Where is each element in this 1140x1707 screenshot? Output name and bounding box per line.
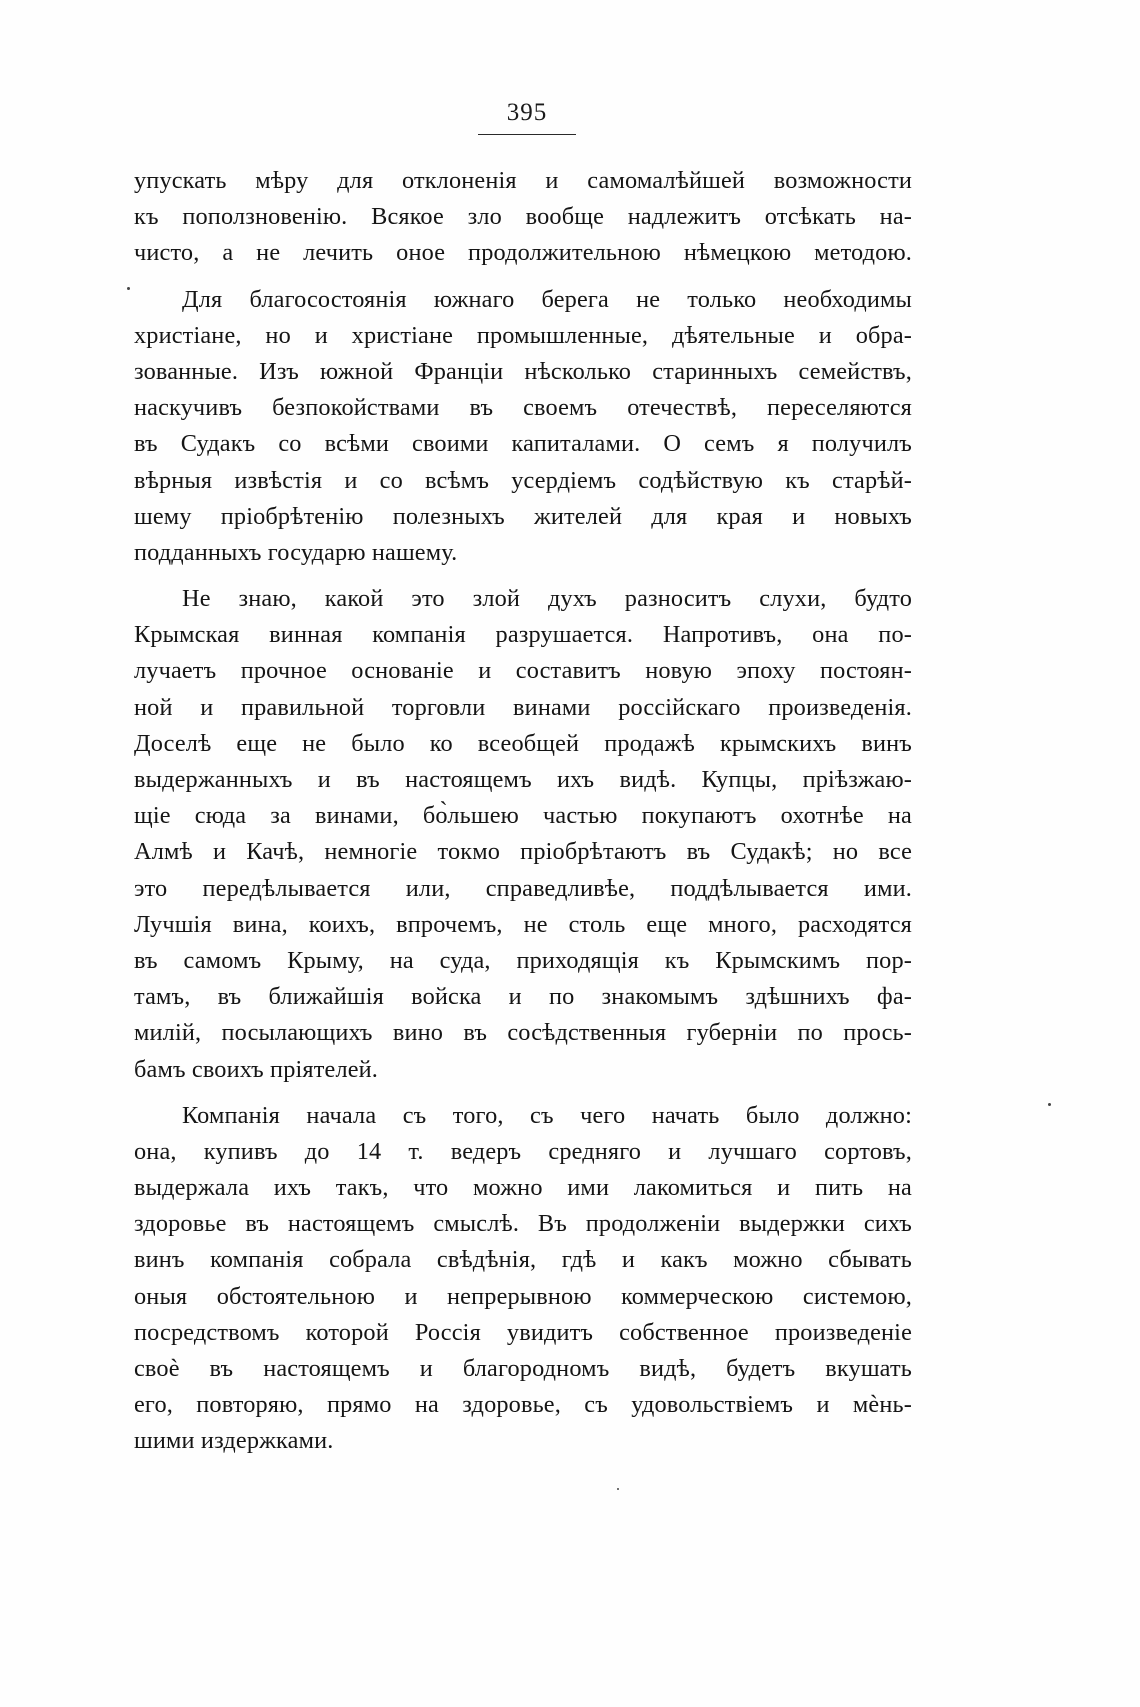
text-line: зованные. Изъ южной Франціи нѣсколько старинныхъ семействъ, [134, 357, 912, 385]
text-line: оныя обстоятельною и непрерывною коммерческою системою, [134, 1282, 912, 1310]
paragraph-1 [134, 163, 912, 272]
text-line: посредствомъ которой Россія увидитъ собственное произведеніе [134, 1318, 912, 1346]
text-line: Крымская винная компанія разрушается. Напротивъ, она по- [134, 621, 912, 649]
text-line: бамъ своихъ пріятелей. [134, 1055, 379, 1083]
text-line: здоровье въ настоящемъ смыслѣ. Въ продолженіи выдержки сихъ [134, 1210, 912, 1238]
print-speck [127, 287, 130, 290]
text-line: выдержанныхъ и въ настоящемъ ихъ видѣ. Купцы, пріѣзжаю- [134, 766, 912, 793]
text-line: ной и правильной торговли винами россійскаго произведенія. [134, 693, 912, 721]
text-line: чисто, а не лечить оное продолжительною нѣмецкою методою. [134, 239, 912, 267]
text-line: своѐ въ настоящемъ и благородномъ видѣ, будетъ вкушать [134, 1355, 912, 1382]
print-speck [1048, 1103, 1051, 1106]
text-line: Не знаю, какой это злой духъ разноситъ слухи, будто [182, 585, 912, 613]
text-line: милій, посылающихъ вино въ сосѣдственныя губерніи по прось- [134, 1019, 912, 1047]
text-line: христіане, но и христіане промышленные, дѣятельные и обра- [134, 321, 912, 349]
text-line: лучаетъ прочное основаніе и составитъ новую эпоху постоян- [134, 657, 912, 685]
page-number-rule [478, 134, 576, 135]
text-line: выдержала ихъ такъ, что можно ими лакомиться и пить на [134, 1174, 912, 1202]
text-line: наскучивъ безпокойствами въ своемъ отечествѣ, переселяются [134, 394, 912, 422]
text-line: Алмѣ и Качѣ, немногіе токмо пріобрѣтаютъ въ Судакѣ; но все [134, 838, 912, 866]
text-line: Лучшія вина, коихъ, впрочемъ, не столь еще много, расходятся [134, 910, 912, 938]
text-line: подданныхъ государю нашему. [134, 538, 458, 566]
text-line: упускать мѣру для отклоненія и самомалѣйшей возможности [134, 167, 912, 194]
page-number: 395 [506, 99, 548, 126]
text-line: винъ компанія собрала свѣдѣнія, гдѣ и какъ можно сбывать [134, 1246, 912, 1274]
body-text [134, 163, 912, 1470]
text-line: къ поползновенію. Всякое зло вообще надлежитъ отсѣкать на- [134, 203, 912, 231]
paragraph-3 [134, 581, 912, 1088]
text-line: вѣрныя извѣстія и со всѣмъ усердіемъ содѣйствую къ старѣй- [134, 466, 912, 494]
text-line: въ Судакъ со всѣми своими капиталами. О семъ я получилъ [134, 430, 912, 458]
text-line: это передѣлывается или, справедливѣе, поддѣлывается ими. [134, 874, 912, 902]
text-line: тамъ, въ ближайшія войска и по знакомымъ здѣшнихъ фа- [134, 983, 912, 1011]
text-line: щіе сюда за винами, бо̀льшею частью покупаютъ охотнѣе на [134, 802, 912, 830]
print-speck [617, 1488, 619, 1490]
text-line: въ самомъ Крыму, на суда, приходящія къ Крымскимъ пор- [134, 946, 912, 974]
text-line: Для благосостоянія южнаго берега не только необходимы [182, 285, 912, 313]
text-line: шими издержками. [134, 1427, 334, 1455]
text-line: Доселѣ еще не было ко всеобщей продажѣ крымскихъ винъ [134, 729, 912, 757]
paragraph-4 [134, 1098, 912, 1460]
text-line: шему пріобрѣтенію полезныхъ жителей для края и новыхъ [134, 502, 912, 530]
text-line: она, купивъ до 14 т. ведеръ средняго и лучшаго сортовъ, [134, 1137, 912, 1165]
text-line: его, повторяю, прямо на здоровье, съ удовольствіемъ и мѐнь- [134, 1391, 912, 1419]
paragraph-2 [134, 282, 912, 572]
text-line: Компанія начала съ того, съ чего начать было должно: [182, 1101, 912, 1129]
